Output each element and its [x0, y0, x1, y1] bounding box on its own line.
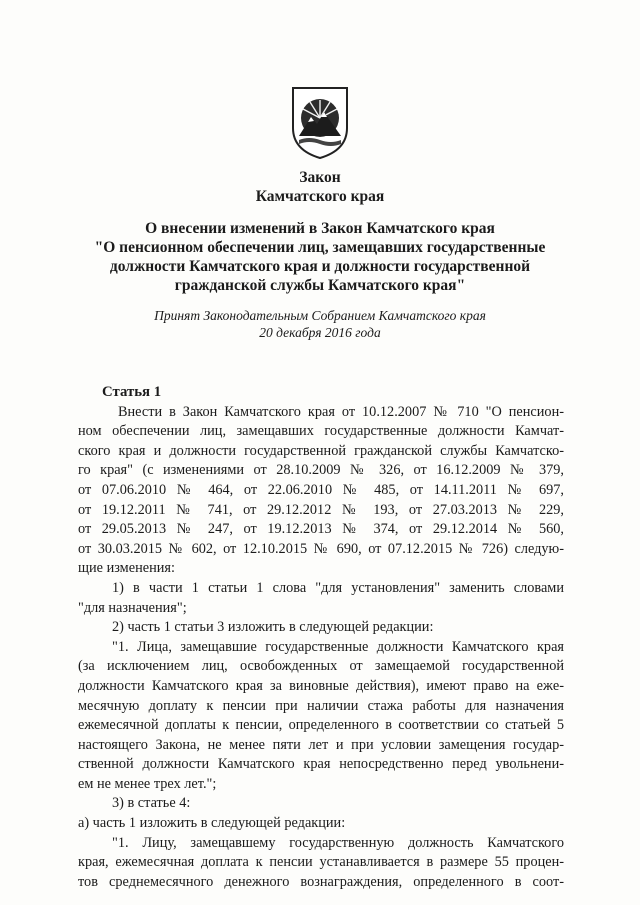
kamchatka-coat-of-arms-icon	[289, 84, 351, 160]
text-line: (за исключением лиц, освобожденных от замещаемой государственной	[78, 658, 564, 675]
subject-line: гражданской службы Камчатского края"	[174, 277, 466, 294]
adoption-note	[60, 307, 580, 341]
text-line: ского края и должности государственной гражданской службы Камчатско-	[78, 442, 564, 459]
text-line: должности Камчатского края за виновные действия), имеют право на ежe-	[78, 677, 564, 694]
text-line: "1. Лица, замещавшие государственные должности Камчатского края	[112, 638, 564, 655]
text-line: от 07.06.2010 № 464, от 22.06.2010 № 485, от 14.11.2011 № 697,	[78, 481, 564, 498]
text-line: 3) в статье 4:	[112, 795, 191, 812]
subject-line: О внесении изменений в Закон Камчатского края	[145, 220, 495, 237]
region-name: Камчатского края	[255, 188, 385, 205]
text-line: края, ежемесячная доплата к пенсии устанавливается в размере 55 процен-	[78, 854, 564, 871]
text-line: 2) часть 1 статьи 3 изложить в следующей редакции:	[112, 619, 434, 636]
text-line: ственной должности Камчатского края непосредственно перед увольнени-	[78, 756, 564, 773]
article-body	[78, 383, 564, 892]
text-line: Внести в Закон Камчатского края от 10.12.2007 № 710 "О пенсион-	[118, 403, 564, 420]
subject-line: должности Камчатского края и должности государственной	[109, 258, 531, 275]
text-line: ем не менее трех лет.";	[78, 775, 217, 792]
subject-line: "О пенсионном обеспечении лиц, замещавших государственные	[94, 239, 546, 256]
law-heading	[60, 168, 580, 206]
text-line: от 19.12.2011 № 741, от 29.12.2012 № 193, от 27.03.2013 № 229,	[78, 501, 564, 518]
text-line: "для назначения";	[78, 599, 187, 616]
law-word: Закон	[299, 169, 341, 186]
text-line: "1. Лицу, замещавшему государственную должность Камчатского	[112, 834, 564, 851]
text-line: а) часть 1 изложить в следующей редакции:	[78, 815, 346, 832]
adopted-by: Принят Законодательным Собранием Камчатского края	[154, 308, 486, 323]
text-line: тов среднемесячного денежного вознаграждения, определенного в соот-	[78, 873, 564, 890]
text-line: от 29.05.2013 № 247, от 19.12.2013 № 374, от 29.12.2014 № 560,	[78, 521, 564, 538]
text-line: ном обеспечении лиц, замещавших государственные должности Камчат-	[78, 423, 564, 440]
text-line: настоящего Закона, не менее пяти лет и при условии замещения государ-	[78, 736, 564, 753]
law-subject	[60, 219, 580, 295]
text-line: от 30.03.2015 № 602, от 12.10.2015 № 690, от 07.12.2015 № 726) следую-	[78, 540, 564, 557]
text-line: месячную доплату к пенсии при наличии стажа работы для назначения	[78, 697, 564, 714]
text-line: 1) в части 1 статьи 1 слова "для установления" заменить словами	[112, 579, 564, 596]
text-line: ежемесячной доплаты к пенсии, определенного в соответствии со статьей 5	[78, 717, 564, 734]
text-line: го края" (с изменениями от 28.10.2009 № 326, от 16.12.2009 № 379,	[78, 462, 564, 479]
article-title: Статья 1	[102, 384, 162, 400]
text-line: щие изменения:	[78, 560, 175, 577]
adopted-date: 20 декабря 2016 года	[259, 325, 381, 340]
